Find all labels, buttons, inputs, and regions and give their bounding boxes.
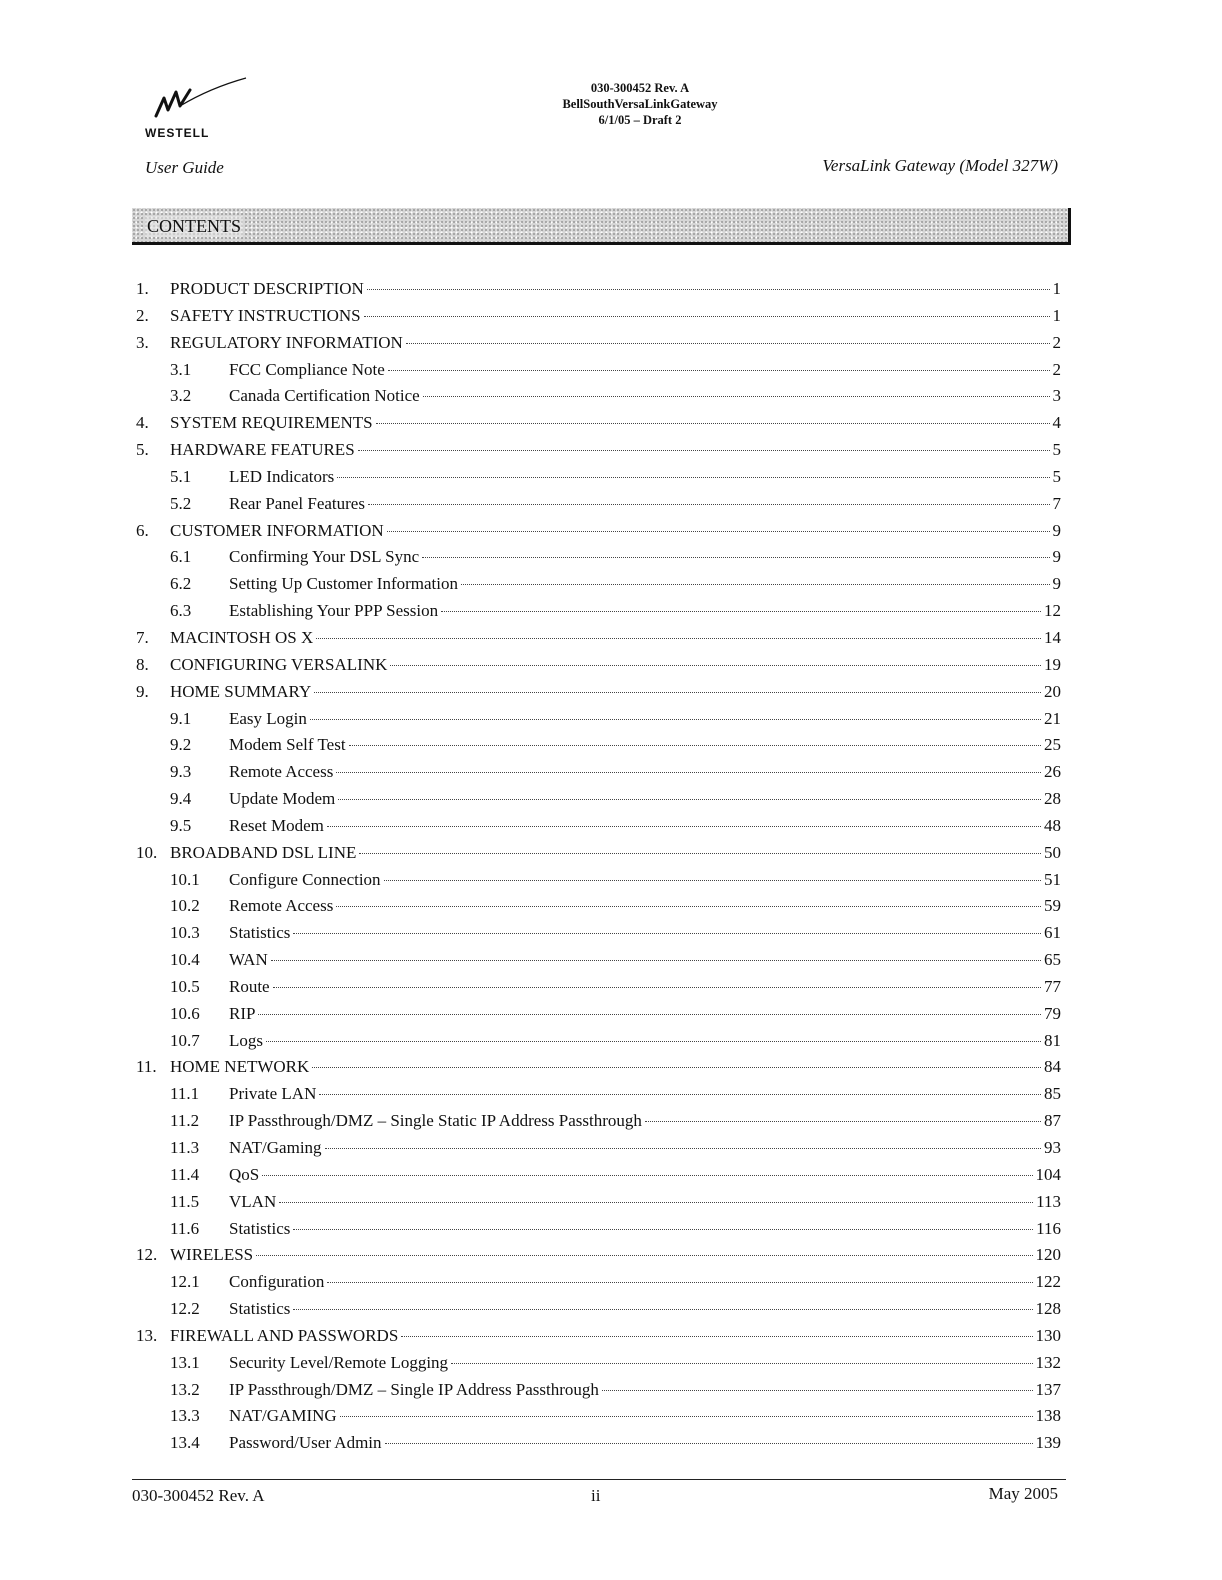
toc-entry-page: 20: [1044, 681, 1061, 701]
toc-entry-number: 9.3: [170, 762, 192, 782]
toc-entry-line: [229, 1299, 1061, 1319]
toc-dot-leader: [312, 1067, 1041, 1068]
toc-entry-number: 11.4: [170, 1164, 200, 1184]
toc-entry-number: 8.: [136, 654, 149, 674]
toc-entry[interactable]: [0, 519, 1222, 546]
toc-entry-page: 61: [1044, 923, 1061, 943]
toc-entry-title: HOME NETWORK: [170, 1057, 310, 1077]
footer-doc-number: 030-300452 Rev. A: [132, 1486, 265, 1505]
toc-entry-line: [229, 574, 1061, 594]
table-of-contents: [0, 277, 1222, 1458]
toc-entry-page: 1: [1052, 305, 1061, 325]
toc-entry-page: 12: [1044, 601, 1061, 621]
toc-dot-leader: [340, 1416, 1033, 1417]
toc-dot-leader: [316, 638, 1041, 639]
toc-entry-page: 77: [1044, 976, 1061, 996]
toc-entry-number: 11.5: [170, 1191, 200, 1211]
toc-entry-title: Reset Modem: [229, 815, 324, 835]
toc-dot-leader: [401, 1336, 1032, 1337]
toc-dot-leader: [461, 584, 1049, 585]
toc-entry[interactable]: [0, 1190, 1222, 1217]
toc-entry-title: FCC Compliance Note: [229, 359, 385, 379]
toc-entry-title: HOME SUMMARY: [170, 681, 312, 701]
toc-entry[interactable]: [0, 707, 1222, 734]
toc-entry-number: 9.5: [170, 815, 192, 835]
toc-entry[interactable]: [0, 1324, 1222, 1351]
toc-entry-title: PRODUCT DESCRIPTION: [170, 279, 364, 298]
toc-entry-line: [229, 1031, 1061, 1051]
toc-entry-title: Private LAN: [229, 1084, 317, 1104]
toc-entry-number: 13.3: [170, 1406, 200, 1426]
toc-entry-title: REGULATORY INFORMATION: [170, 332, 403, 352]
toc-entry-page: 130: [1035, 1325, 1061, 1345]
toc-entry-number: 10.6: [170, 1003, 200, 1023]
toc-entry[interactable]: [0, 1378, 1222, 1405]
toc-entry[interactable]: [0, 680, 1222, 707]
doc-draft: 6/1/05 – Draft 2: [598, 113, 682, 127]
toc-entry-page: 85: [1044, 1084, 1061, 1104]
toc-entry-title: Configuration: [229, 1272, 325, 1292]
toc-dot-leader: [385, 1443, 1033, 1444]
toc-dot-leader: [364, 316, 1050, 317]
toc-entry-number: 13.2: [170, 1379, 200, 1399]
toc-dot-leader: [387, 531, 1050, 532]
toc-entry-number: 12.: [136, 1245, 158, 1265]
toc-entry-line: [170, 843, 1061, 863]
toc-entry-title: MACINTOSH OS X: [170, 627, 314, 647]
toc-entry[interactable]: [0, 760, 1222, 787]
toc-dot-leader: [384, 880, 1041, 881]
toc-entry-page: 113: [1036, 1191, 1061, 1211]
toc-entry-line: [170, 333, 1061, 353]
toc-entry-page: 7: [1052, 493, 1061, 513]
toc-entry-page: 9: [1052, 520, 1061, 540]
toc-entry-number: 10.1: [170, 869, 200, 889]
toc-entry-line: [229, 1406, 1061, 1426]
toc-entry[interactable]: [0, 733, 1222, 760]
toc-entry[interactable]: [0, 545, 1222, 572]
toc-entry-line: [229, 386, 1061, 406]
toc-entry-title: CUSTOMER INFORMATION: [170, 520, 384, 540]
toc-dot-leader: [271, 960, 1041, 961]
toc-entry-title: FIREWALL AND PASSWORDS: [170, 1325, 399, 1345]
toc-entry[interactable]: [0, 921, 1222, 948]
toc-entry-page: 2: [1052, 359, 1061, 379]
toc-dot-leader: [325, 1148, 1041, 1149]
toc-entry-line: [229, 1192, 1061, 1212]
toc-entry-number: 6.: [136, 520, 149, 540]
toc-entry[interactable]: [0, 411, 1222, 438]
toc-entry-line: [229, 1353, 1061, 1373]
toc-entry[interactable]: [0, 1082, 1222, 1109]
toc-entry-page: 137: [1035, 1379, 1061, 1399]
toc-entry-number: 13.1: [170, 1352, 200, 1372]
toc-dot-leader: [319, 1094, 1041, 1095]
toc-entry[interactable]: [0, 787, 1222, 814]
westell-logo: [142, 76, 252, 144]
toc-entry-line: [229, 762, 1061, 782]
toc-entry-page: 3: [1052, 386, 1061, 406]
toc-entry-line: [170, 628, 1061, 648]
toc-entry-number: 10.2: [170, 896, 200, 916]
toc-entry-number: 10.3: [170, 923, 200, 943]
toc-entry-number: 3.2: [170, 386, 192, 406]
toc-entry[interactable]: [0, 304, 1222, 331]
toc-dot-leader: [266, 1041, 1041, 1042]
toc-entry-number: 12.2: [170, 1299, 200, 1319]
toc-entry[interactable]: [0, 438, 1222, 465]
toc-entry-number: 9.: [136, 681, 149, 701]
toc-entry-line: [229, 789, 1061, 809]
toc-entry-page: 26: [1044, 762, 1061, 782]
toc-entry-title: Setting Up Customer Information: [229, 574, 459, 594]
toc-dot-leader: [388, 370, 1050, 371]
toc-entry-number: 10.5: [170, 976, 200, 996]
toc-entry-title: SYSTEM REQUIREMENTS: [170, 413, 373, 433]
toc-entry[interactable]: [0, 894, 1222, 921]
toc-entry-title: Confirming Your DSL Sync: [229, 547, 420, 567]
toc-dot-leader: [262, 1175, 1032, 1176]
toc-entry-number: 10.7: [170, 1030, 200, 1050]
toc-entry-title: Configure Connection: [229, 869, 381, 889]
toc-entry-page: 28: [1044, 789, 1061, 809]
toc-entry-page: 2: [1052, 332, 1061, 352]
toc-entry-title: Route: [229, 976, 270, 996]
toc-entry-number: 10.: [136, 842, 158, 862]
toc-entry[interactable]: [0, 277, 1222, 304]
toc-entry-title: QoS: [229, 1164, 260, 1184]
toc-dot-leader: [310, 719, 1041, 720]
toc-entry[interactable]: [0, 599, 1222, 626]
toc-dot-leader: [423, 396, 1050, 397]
toc-dot-leader: [406, 343, 1050, 344]
toc-entry-line: [170, 1326, 1061, 1346]
toc-entry-number: 9.4: [170, 789, 192, 809]
toc-entry-number: 5.: [136, 440, 149, 460]
toc-entry-page: 128: [1035, 1299, 1061, 1319]
toc-entry-title: NAT/GAMING: [229, 1406, 337, 1426]
toc-entry[interactable]: [0, 653, 1222, 680]
toc-entry-number: 11.2: [170, 1111, 200, 1131]
logo-text: WESTELL: [145, 126, 210, 140]
toc-entry[interactable]: [0, 1431, 1222, 1458]
toc-entry-title: LED Indicators: [229, 466, 335, 486]
toc-entry-number: 1.: [136, 279, 149, 298]
toc-entry-title: Statistics: [229, 1218, 291, 1238]
toc-entry-page: 48: [1044, 815, 1061, 835]
toc-entry-line: [229, 1165, 1061, 1185]
document-header: [490, 80, 790, 128]
toc-entry-title: HARDWARE FEATURES: [170, 440, 355, 460]
toc-entry-page: 5: [1052, 466, 1061, 486]
toc-entry-title: Statistics: [229, 1299, 291, 1319]
toc-entry[interactable]: [0, 1109, 1222, 1136]
toc-entry-page: 50: [1044, 842, 1061, 862]
doc-number: 030-300452 Rev. A: [590, 81, 690, 95]
toc-entry[interactable]: [0, 1163, 1222, 1190]
toc-entry[interactable]: [0, 1243, 1222, 1270]
toc-dot-leader: [441, 611, 1041, 612]
toc-entry-line: [229, 1380, 1061, 1400]
toc-entry-number: 11.3: [170, 1138, 200, 1157]
toc-dot-leader: [451, 1363, 1032, 1364]
toc-dot-leader: [338, 799, 1041, 800]
toc-entry-number: 13.4: [170, 1433, 200, 1453]
toc-entry-number: 11.1: [170, 1084, 200, 1104]
toc-entry-page: 9: [1052, 547, 1061, 567]
toc-entry-line: [229, 1219, 1061, 1239]
toc-dot-leader: [349, 745, 1041, 746]
toc-entry-title: RIP: [229, 1003, 256, 1023]
footer-date: May 2005: [988, 1484, 1058, 1503]
toc-entry-title: CONFIGURING VERSALINK: [170, 654, 388, 674]
toc-entry-line: [229, 735, 1061, 755]
toc-dot-leader: [368, 504, 1050, 505]
toc-entry[interactable]: [0, 1270, 1222, 1297]
toc-entry-line: [170, 1057, 1061, 1077]
toc-entry-line: [170, 306, 1061, 326]
toc-entry-title: NAT/Gaming: [229, 1138, 322, 1157]
toc-entry[interactable]: [0, 841, 1222, 868]
toc-entry-page: 81: [1044, 1030, 1061, 1050]
toc-entry-page: 122: [1035, 1272, 1061, 1292]
toc-entry-number: 6.1: [170, 547, 192, 567]
toc-entry-line: [229, 547, 1061, 567]
toc-entry-title: VLAN: [229, 1191, 277, 1211]
toc-dot-leader: [314, 692, 1041, 693]
toc-entry-line: [170, 521, 1061, 541]
toc-entry-title: WIRELESS: [170, 1245, 254, 1265]
toc-dot-leader: [273, 987, 1041, 988]
toc-entry-page: 104: [1035, 1164, 1061, 1184]
toc-dot-leader: [337, 477, 1049, 478]
toc-entry-line: [170, 655, 1061, 675]
toc-entry-page: 14: [1044, 627, 1061, 647]
toc-entry-line: [170, 279, 1061, 299]
toc-entry-number: 7.: [136, 627, 149, 647]
footer-divider: [132, 1479, 1066, 1480]
toc-entry[interactable]: [0, 1217, 1222, 1244]
toc-entry-title: Remote Access: [229, 896, 334, 916]
toc-entry-line: [229, 1433, 1061, 1453]
doc-product: BellSouthVersaLinkGateway: [562, 97, 718, 111]
toc-entry-line: [229, 816, 1061, 836]
toc-entry-number: 10.4: [170, 950, 200, 970]
toc-entry-number: 13.: [136, 1325, 158, 1345]
toc-entry-number: 4.: [136, 413, 149, 433]
toc-entry-title: Modem Self Test: [229, 735, 346, 755]
toc-entry[interactable]: [0, 1029, 1222, 1056]
toc-entry-line: [170, 413, 1061, 433]
toc-entry-page: 84: [1044, 1057, 1061, 1077]
toc-entry-number: 3.1: [170, 359, 192, 379]
toc-entry-line: [170, 440, 1061, 460]
toc-entry-line: [229, 1111, 1061, 1131]
toc-entry[interactable]: [0, 1136, 1222, 1163]
toc-dot-leader: [645, 1121, 1041, 1122]
contents-heading-bar: [132, 208, 1071, 245]
toc-entry-number: 6.3: [170, 601, 192, 621]
toc-entry-page: 138: [1035, 1406, 1061, 1426]
toc-dot-leader: [256, 1255, 1032, 1256]
toc-entry[interactable]: [0, 1002, 1222, 1029]
toc-entry-line: [229, 1004, 1061, 1024]
toc-entry-line: [229, 1272, 1061, 1292]
toc-entry-line: [229, 870, 1061, 890]
product-model-label: VersaLink Gateway (Model 327W): [822, 156, 1058, 175]
toc-entry-line: [229, 494, 1061, 514]
toc-entry[interactable]: [0, 1351, 1222, 1378]
toc-entry[interactable]: [0, 572, 1222, 599]
toc-entry-title: IP Passthrough/DMZ – Single IP Address Passthrough: [229, 1379, 599, 1399]
toc-entry[interactable]: [0, 465, 1222, 492]
toc-entry-number: 3.: [136, 332, 149, 352]
toc-dot-leader: [327, 1282, 1032, 1283]
toc-dot-leader: [279, 1202, 1033, 1203]
toc-dot-leader: [258, 1014, 1041, 1015]
toc-entry[interactable]: [0, 1055, 1222, 1082]
toc-dot-leader: [367, 289, 1050, 290]
toc-entry-title: Easy Login: [229, 708, 307, 728]
toc-entry-line: [229, 1084, 1061, 1104]
toc-entry-number: 5.1: [170, 466, 192, 486]
toc-entry[interactable]: [0, 331, 1222, 358]
toc-entry-line: [229, 923, 1061, 943]
toc-entry-page: 87: [1044, 1111, 1061, 1131]
toc-dot-leader: [293, 1309, 1032, 1310]
toc-entry[interactable]: [0, 948, 1222, 975]
toc-dot-leader: [293, 933, 1041, 934]
toc-entry[interactable]: [0, 1297, 1222, 1324]
toc-entry-title: Security Level/Remote Logging: [229, 1352, 449, 1372]
toc-entry-line: [229, 950, 1061, 970]
toc-entry-line: [229, 977, 1061, 997]
toc-dot-leader: [359, 853, 1041, 854]
toc-entry-page: 5: [1052, 440, 1061, 460]
toc-entry-title: SAFETY INSTRUCTIONS: [170, 305, 361, 325]
toc-entry-page: 4: [1052, 413, 1061, 433]
toc-entry-number: 6.2: [170, 574, 192, 594]
toc-entry-page: 25: [1044, 735, 1061, 755]
toc-entry-page: 1: [1052, 279, 1061, 298]
toc-entry-page: 132: [1035, 1352, 1061, 1372]
toc-entry-title: Canada Certification Notice: [229, 386, 420, 406]
toc-entry[interactable]: [0, 814, 1222, 841]
toc-dot-leader: [376, 423, 1050, 424]
toc-entry-line: [229, 601, 1061, 621]
toc-dot-leader: [327, 826, 1041, 827]
toc-entry-page: 51: [1044, 869, 1061, 889]
toc-entry-title: BROADBAND DSL LINE: [170, 842, 357, 862]
toc-entry[interactable]: [0, 358, 1222, 385]
toc-entry-number: 9.1: [170, 708, 192, 728]
toc-entry-page: 9: [1052, 574, 1061, 594]
toc-entry-line: [229, 1138, 1061, 1158]
toc-entry-line: [229, 896, 1061, 916]
toc-entry[interactable]: [0, 492, 1222, 519]
toc-entry-number: 5.2: [170, 493, 192, 513]
toc-entry-line: [229, 709, 1061, 729]
toc-dot-leader: [293, 1229, 1033, 1230]
toc-entry-page: 19: [1044, 654, 1061, 674]
toc-entry-number: 2.: [136, 305, 149, 325]
toc-entry[interactable]: [0, 626, 1222, 653]
toc-entry-line: [229, 467, 1061, 487]
toc-dot-leader: [358, 450, 1050, 451]
footer-page-number: ii: [591, 1486, 601, 1505]
contents-heading: CONTENTS: [147, 216, 241, 236]
toc-entry-title: Password/User Admin: [229, 1433, 382, 1453]
toc-entry-title: Logs: [229, 1030, 263, 1050]
toc-entry-page: 21: [1044, 708, 1061, 728]
toc-dot-leader: [602, 1390, 1033, 1391]
toc-entry-page: 59: [1044, 896, 1061, 916]
toc-entry-number: 11.: [136, 1057, 157, 1077]
toc-entry-line: [229, 360, 1061, 380]
toc-dot-leader: [390, 665, 1041, 666]
toc-dot-leader: [422, 557, 1049, 558]
toc-dot-leader: [336, 772, 1041, 773]
toc-entry-title: Update Modem: [229, 789, 336, 809]
toc-entry-number: 11.6: [170, 1218, 200, 1238]
toc-entry-line: [170, 682, 1061, 702]
toc-entry[interactable]: [0, 868, 1222, 895]
toc-entry-title: Statistics: [229, 923, 291, 943]
toc-entry-page: 120: [1035, 1245, 1061, 1265]
toc-entry-page: 139: [1035, 1433, 1061, 1453]
toc-entry-title: Establishing Your PPP Session: [229, 601, 439, 621]
toc-entry-page: 116: [1036, 1218, 1061, 1238]
toc-entry-line: [170, 1245, 1061, 1265]
toc-entry-page: 93: [1044, 1138, 1061, 1157]
user-guide-label: User Guide: [145, 158, 224, 177]
toc-entry-page: 65: [1044, 950, 1061, 970]
toc-entry-title: IP Passthrough/DMZ – Single Static IP Address Passthrough: [229, 1111, 642, 1131]
westell-logo-mark: [150, 76, 250, 126]
toc-entry-title: WAN: [229, 950, 268, 970]
toc-entry[interactable]: [0, 1404, 1222, 1431]
toc-entry-title: Rear Panel Features: [229, 493, 365, 513]
toc-dot-leader: [336, 906, 1041, 907]
toc-entry-number: 12.1: [170, 1272, 200, 1292]
toc-entry-number: 9.2: [170, 735, 192, 755]
toc-entry-title: Remote Access: [229, 762, 334, 782]
toc-entry[interactable]: [0, 975, 1222, 1002]
toc-entry-page: 79: [1044, 1003, 1061, 1023]
toc-entry[interactable]: [0, 384, 1222, 411]
